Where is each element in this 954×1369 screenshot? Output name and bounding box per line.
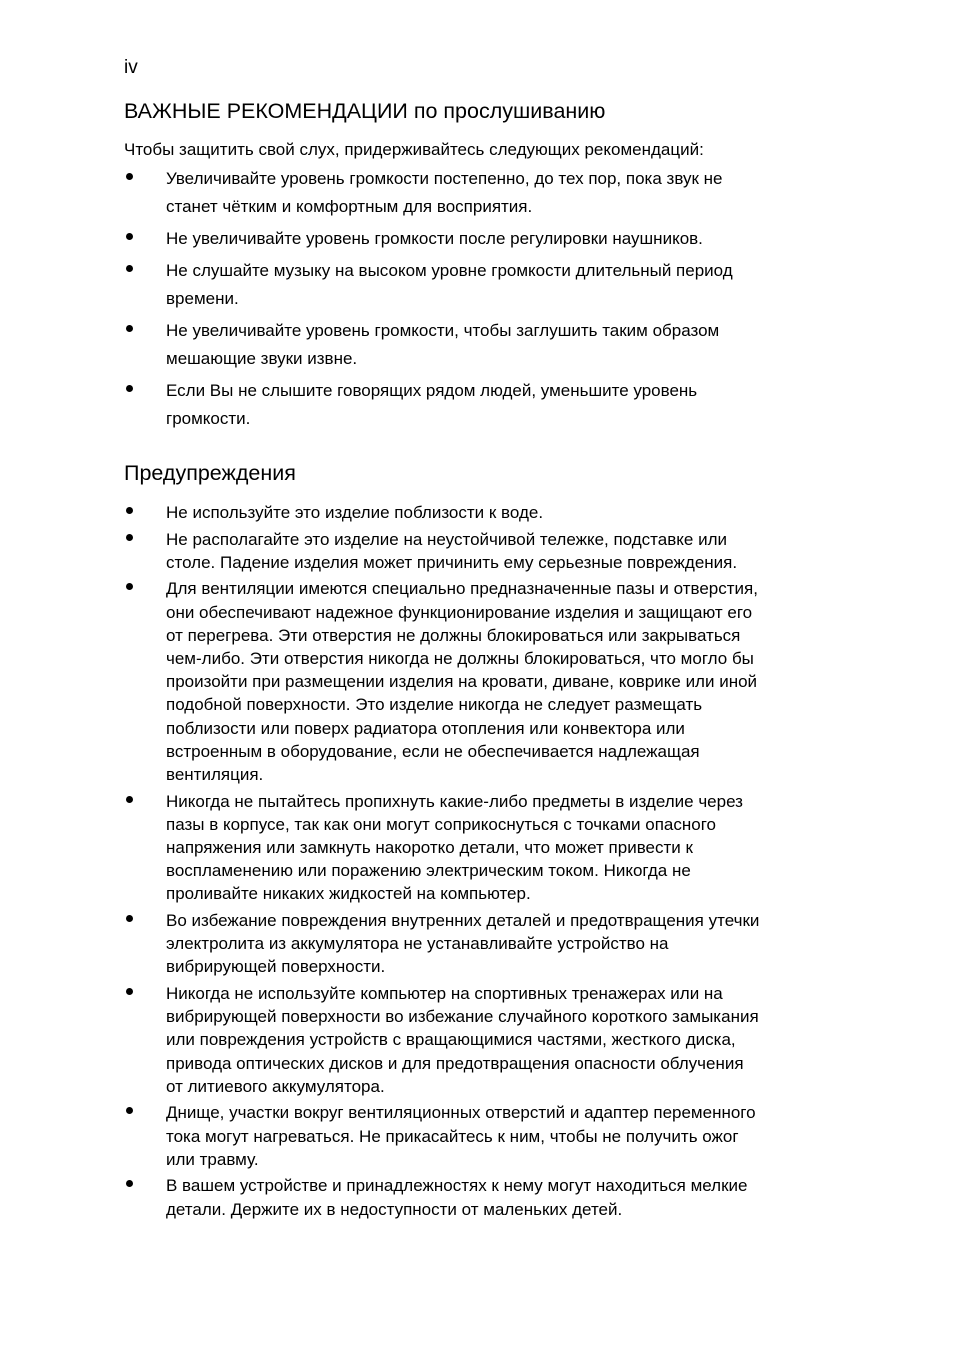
- list-item-text-line: от перегрева. Эти отверстия не должны блокироваться или закрываться: [166, 625, 741, 645]
- list-item-text-line: вибрирующей поверхности.: [166, 957, 386, 977]
- list-item-text-line: детали. Держите их в недоступности от маленьких детей.: [166, 1199, 623, 1219]
- bullet-icon: [126, 534, 133, 541]
- list-item-text-line: Не слушайте музыку на высоком уровне громкости длительный период: [166, 261, 733, 280]
- bullet-icon: [126, 1107, 133, 1114]
- list-item-text-line: тока могут нагреваться. Не прикасайтесь к ним, чтобы не получить ожог: [166, 1126, 739, 1146]
- list-item-text-line: чем-либо. Эти отверстия никогда не должны блокироваться, что могло бы: [166, 649, 754, 668]
- list-item: [124, 577, 824, 786]
- list-item: [124, 528, 824, 574]
- list-item-text-line: Никогда не пытайтесь пропихнуть какие-либо предметы в изделие через: [166, 791, 743, 811]
- list-item-text-line: Во избежание повреждения внутренних деталей и предотвращения утечки: [166, 911, 760, 931]
- list-item-text-line: Не используйте это изделие поблизости к воде.: [166, 503, 544, 522]
- warnings-heading: Предупреждения: [124, 461, 296, 485]
- list-item-text-line: от литиевого аккумулятора.: [166, 1076, 385, 1096]
- list-item: [124, 909, 824, 979]
- list-item-text-line: подобной поверхности. Это изделие никогда не следует размещать: [166, 695, 703, 715]
- list-item-text-line: громкости.: [166, 409, 251, 428]
- list-item-text-line: произойти при размещении изделия на кровати, диване, коврике или иной: [166, 672, 758, 692]
- bullet-icon: [126, 507, 133, 514]
- bullet-icon: [126, 1180, 133, 1187]
- list-item-text-line: воспламенению или поражению электрическим током. Никогда не: [166, 861, 691, 881]
- list-item-text-line: Если Вы не слышите говорящих рядом людей, уменьшите уровень: [166, 381, 698, 400]
- page-number: iv: [124, 57, 138, 78]
- list-item: [124, 257, 824, 313]
- bullet-icon: [126, 583, 133, 590]
- list-item-text-line: вентиляция.: [166, 765, 264, 785]
- listening-recommendations-heading: ВАЖНЫЕ РЕКОМЕНДАЦИИ по прослушиванию: [124, 99, 606, 123]
- list-item: [124, 1101, 824, 1171]
- list-item-text-line: привода оптических дисков и для предотвращения опасности облучения: [166, 1053, 744, 1073]
- list-item: [124, 317, 824, 373]
- list-item: [124, 225, 824, 253]
- bullet-icon: [126, 796, 133, 803]
- list-item-text-line: Увеличивайте уровень громкости постепенно, до тех пор, пока звук не: [166, 169, 723, 188]
- list-item-text-line: или повреждения устройств с вращающимися частями, жесткого диска,: [166, 1030, 736, 1050]
- bullet-icon: [126, 385, 133, 392]
- list-item-text-line: проливайте никаких жидкостей на компьютер.: [166, 884, 531, 904]
- listening-recommendations-list: [124, 165, 824, 437]
- bullet-icon: [126, 988, 133, 995]
- bullet-icon: [126, 173, 133, 180]
- list-item-text-line: Не располагайте это изделие на неустойчивой тележке, подставке или: [166, 529, 727, 549]
- list-item-text-line: Для вентиляции имеются специально предназначенные пазы и отверстия,: [166, 579, 758, 599]
- list-item-text-line: столе. Падение изделия может причинить ему серьезные повреждения.: [166, 552, 738, 572]
- bullet-icon: [126, 915, 133, 922]
- list-item: [124, 1174, 824, 1220]
- list-item: [124, 982, 824, 1098]
- list-item: [124, 501, 824, 524]
- listening-intro-text: Чтобы защитить свой слух, придерживайтесь следующих рекомендаций:: [124, 140, 704, 159]
- list-item-text-line: времени.: [166, 289, 239, 308]
- list-item: [124, 790, 824, 906]
- list-item-text-line: мешающие звуки извне.: [166, 349, 358, 368]
- list-item: [124, 165, 824, 221]
- warnings-list: [124, 501, 824, 1224]
- list-item-text-line: поблизости или поверх радиатора отопления или конвектора или: [166, 718, 685, 738]
- list-item-text-line: Не увеличивайте уровень громкости, чтобы заглушить таким образом: [166, 321, 720, 340]
- list-item-text-line: пазы в корпусе, так как они могут соприкоснуться с точками опасного: [166, 814, 716, 834]
- bullet-icon: [126, 265, 133, 272]
- list-item-text-line: электролита из аккумулятора не устанавливайте устройство на: [166, 934, 669, 954]
- list-item-text-line: Никогда не используйте компьютер на спортивных тренажерах или на: [166, 984, 723, 1004]
- list-item-text-line: Днище, участки вокруг вентиляционных отверстий и адаптер переменного: [166, 1103, 756, 1123]
- list-item-text-line: они обеспечивают надежное функционирование изделия и защищают его: [166, 602, 753, 622]
- list-item-text-line: Не увеличивайте уровень громкости после регулировки наушников.: [166, 229, 703, 248]
- list-item-text-line: встроенным в оборудование, если не обеспечивается надлежащая: [166, 741, 700, 761]
- bullet-icon: [126, 233, 133, 240]
- list-item-text-line: или травму.: [166, 1149, 259, 1169]
- list-item-text-line: станет чётким и комфортным для восприятия.: [166, 197, 533, 216]
- list-item: [124, 377, 824, 433]
- list-item-text-line: напряжения или замкнуть накоротко детали, что может привести к: [166, 838, 693, 858]
- list-item-text-line: вибрирующей поверхности во избежание случайного короткого замыкания: [166, 1007, 759, 1027]
- list-item-text-line: В вашем устройстве и принадлежностях к нему могут находиться мелкие: [166, 1176, 748, 1196]
- bullet-icon: [126, 325, 133, 332]
